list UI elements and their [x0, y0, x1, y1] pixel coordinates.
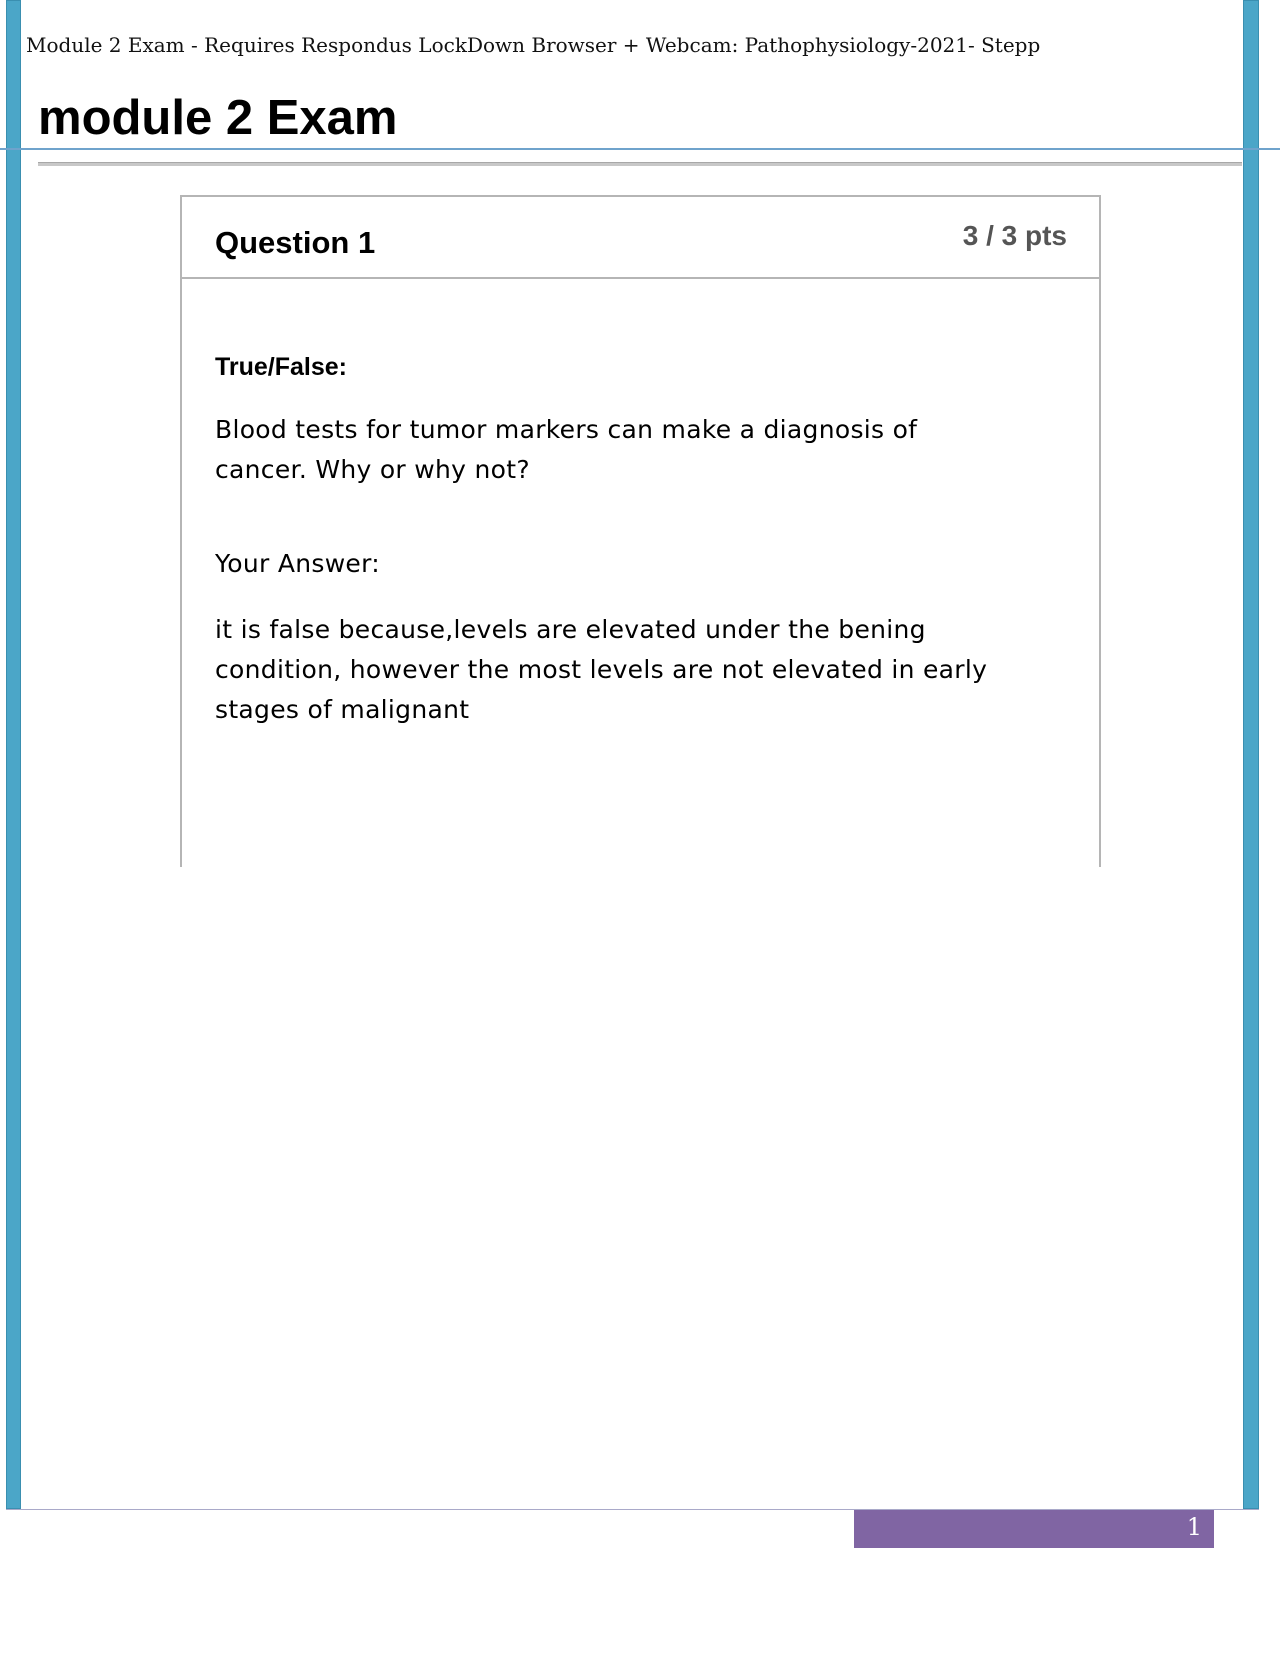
left-border-bar [6, 0, 21, 1509]
question-header [182, 197, 1099, 279]
page-title: module 2 Exam [38, 91, 398, 145]
title-separator [38, 162, 1242, 166]
right-border-bar [1243, 0, 1259, 1509]
page-number-bar [854, 1510, 1214, 1548]
question-card [180, 195, 1101, 867]
page-number: 1 [1186, 1513, 1202, 1541]
title-underline [0, 148, 1280, 150]
question-points: 3 / 3 pts [962, 220, 1067, 251]
question-type-label: True/False: [215, 353, 347, 381]
document-header: Module 2 Exam - Requires Respondus LockDown Browser + Webcam: Pathophysiology-2021- Stepp [26, 33, 1041, 57]
answer-text: it is false because,levels are elevated under the bening condition, however the most levels are not elevated in early stages of malignant [215, 615, 988, 724]
question-text: Blood tests for tumor markers can make a diagnosis of cancer. Why or why not? [215, 415, 918, 484]
answer-label: Your Answer: [215, 549, 380, 578]
question-title: Question 1 [215, 225, 376, 260]
